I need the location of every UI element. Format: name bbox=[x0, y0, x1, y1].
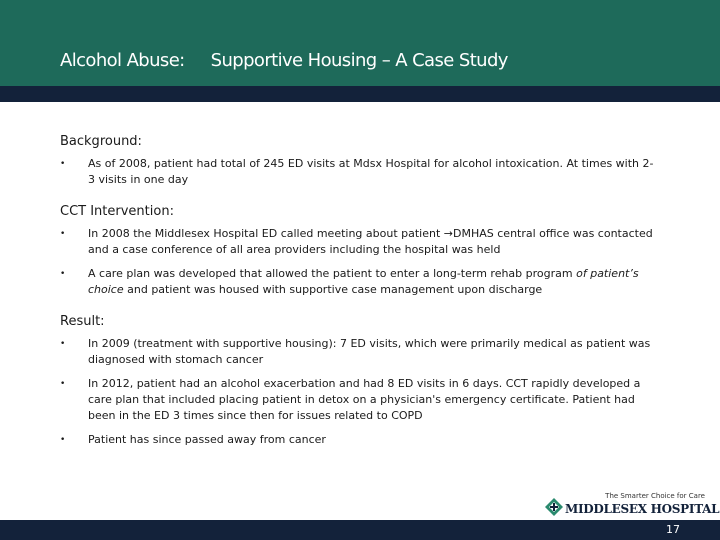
cct-list bbox=[60, 226, 660, 298]
footer-bar bbox=[0, 520, 720, 540]
title-underbar bbox=[0, 86, 720, 102]
cct-bullet-2-emphasis: of patient’s choice bbox=[88, 267, 639, 296]
cct-bullet-2-text-b: and patient was housed with supportive case management upon discharge bbox=[123, 283, 543, 296]
cct-bullet-1-text-b: DMHAS central office was contacted and a case conference of all area providers including the hospital was held bbox=[88, 227, 653, 256]
title-subtitle: Supportive Housing – A Case Study bbox=[210, 50, 508, 71]
title-topic: Alcohol Abuse: bbox=[60, 50, 185, 71]
hospital-logo-icon bbox=[545, 498, 563, 516]
slide-title bbox=[60, 50, 508, 71]
result-bullet-2: • In 2012, patient had an alcohol exacerbation and had 8 ED visits in 6 days. CCT rapidly developed a care plan that included placing patient in detox on a physician's emergency certificate. Patient had been in the ED 3 times since then for issues related to COPD bbox=[60, 376, 660, 424]
background-bullet-1: • As of 2008, patient had total of 245 ED visits at Mdsx Hospital for alcohol intoxication. At times with 2-3 visits in one day bbox=[60, 156, 660, 188]
result-section bbox=[60, 314, 660, 448]
logo-tagline: The Smarter Choice for Care bbox=[605, 492, 705, 500]
arrow-icon: → bbox=[443, 227, 454, 240]
cct-bullet-1-text-a: In 2008 the Middlesex Hospital ED called meeting about patient bbox=[88, 227, 444, 240]
cct-section bbox=[60, 204, 660, 298]
background-heading: Background: bbox=[60, 134, 142, 149]
result-bullet-1: • In 2009 (treatment with supportive housing): 7 ED visits, which were primarily medical as patient was diagnosed with stomach cancer bbox=[60, 336, 660, 368]
background-section bbox=[60, 134, 660, 188]
result-list bbox=[60, 336, 660, 448]
title-band bbox=[0, 0, 720, 86]
result-heading: Result: bbox=[60, 314, 105, 329]
cct-bullet-1 bbox=[60, 226, 660, 258]
cct-bullet-2 bbox=[60, 266, 660, 298]
logo-name: MIDDLESEX HOSPITAL bbox=[565, 502, 720, 516]
page-number: 17 bbox=[666, 523, 680, 536]
result-bullet-3: • Patient has since passed away from cancer bbox=[60, 432, 660, 448]
background-list bbox=[60, 156, 660, 188]
cct-heading: CCT Intervention: bbox=[60, 204, 174, 219]
hospital-logo bbox=[545, 492, 720, 518]
cct-bullet-2-text-a: A care plan was developed that allowed the patient to enter a long-term rehab program bbox=[88, 267, 577, 280]
slide-body bbox=[60, 134, 660, 464]
